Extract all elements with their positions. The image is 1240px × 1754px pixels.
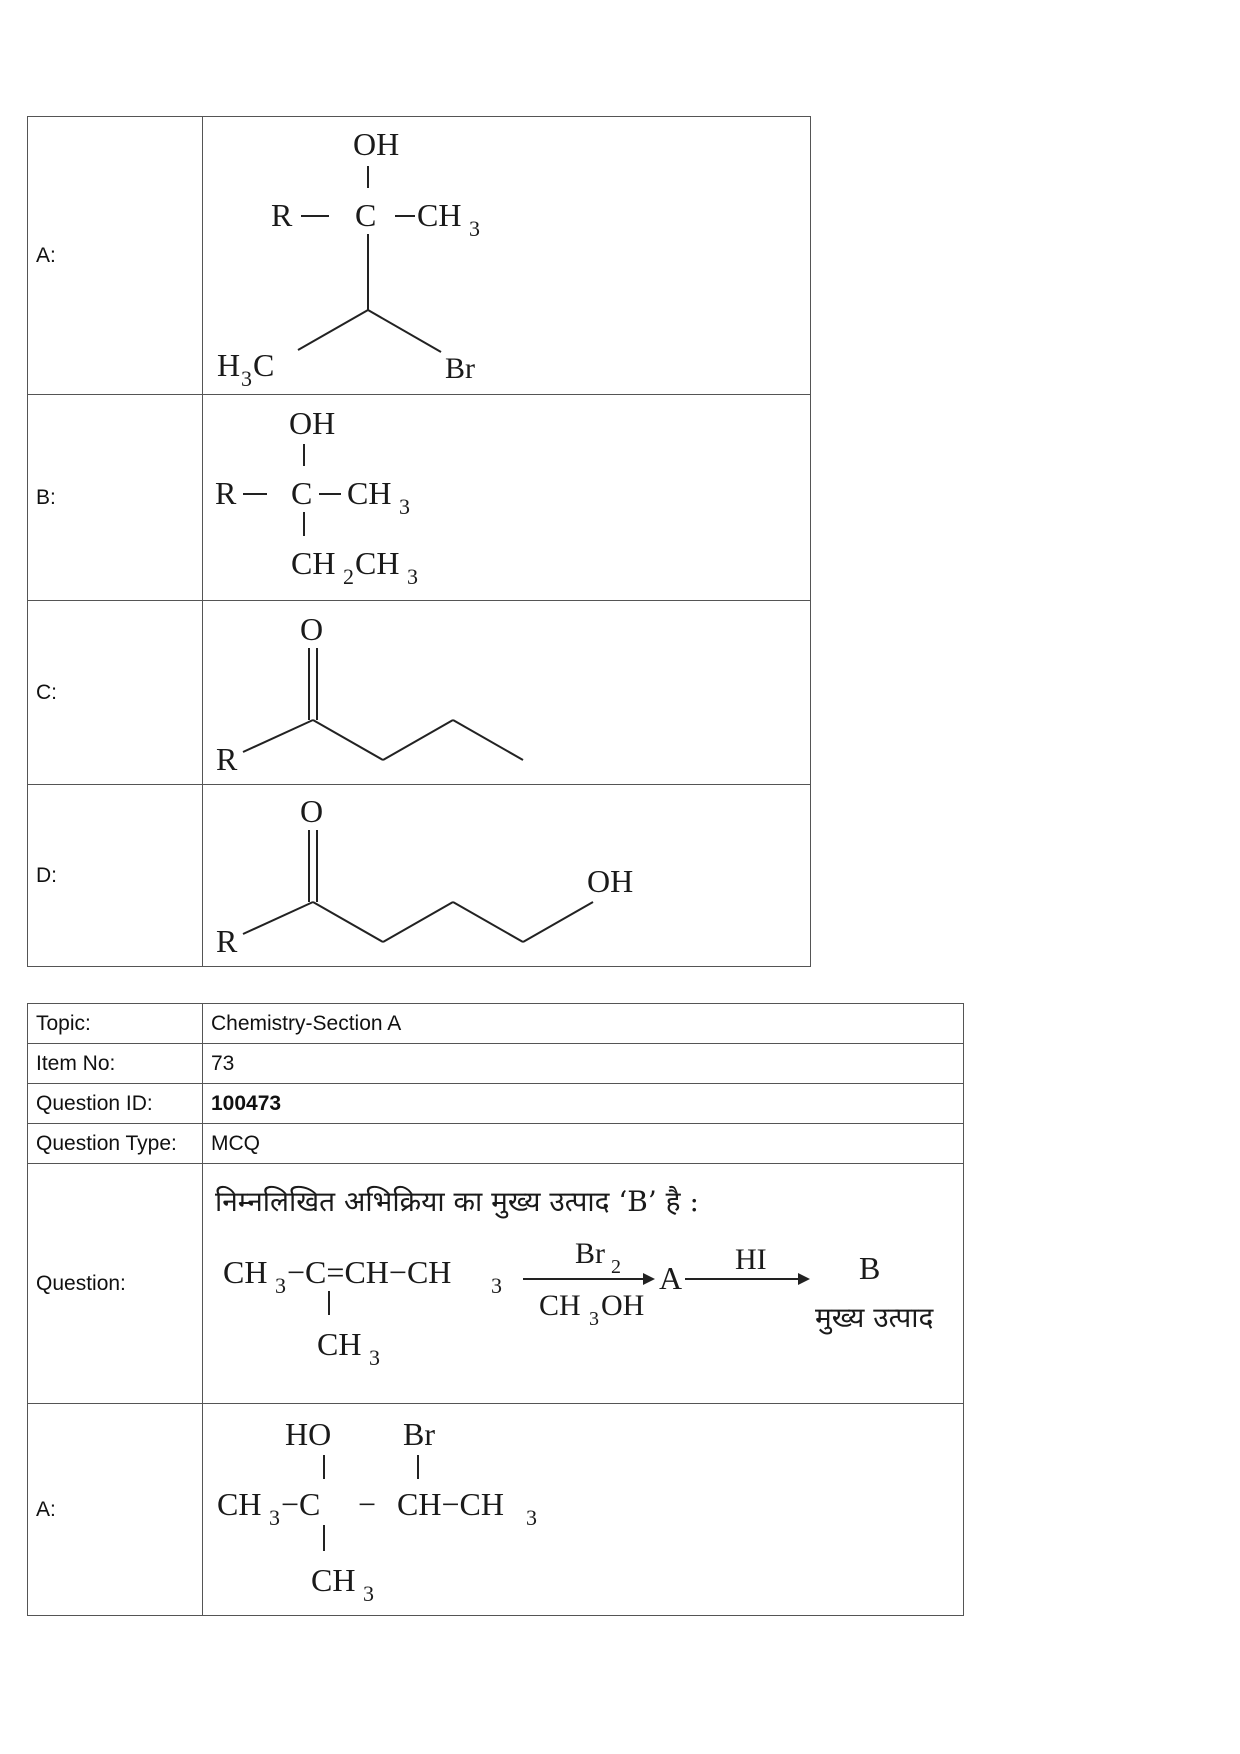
- ch2-sub: 2: [343, 563, 354, 589]
- ch3-a-sub: 3: [275, 1272, 286, 1298]
- question-body: [203, 1164, 964, 1404]
- question-type-label: Question Type:: [28, 1124, 203, 1164]
- previous-options-table: [27, 116, 811, 967]
- option-label: D:: [28, 785, 203, 967]
- option-structure: [203, 117, 811, 395]
- br2-sub: 2: [611, 1255, 621, 1278]
- o-label: O: [300, 610, 324, 647]
- ch3-a: CH: [223, 1253, 268, 1290]
- ch3-c: CH: [317, 1325, 362, 1362]
- ch3-c-sub: 3: [363, 1580, 374, 1606]
- h3c-sub: 3: [241, 365, 252, 391]
- ch-label: CH−CH: [397, 1485, 504, 1522]
- oh-label: OH: [587, 862, 634, 899]
- structure-a: [203, 118, 803, 394]
- c-label: C: [355, 196, 377, 233]
- question-reaction: [203, 1165, 963, 1403]
- question-table: [27, 1003, 964, 1616]
- product-a: A: [659, 1259, 683, 1296]
- option-structure: [203, 601, 811, 785]
- ch3oh-a: CH: [539, 1288, 581, 1322]
- structure-c: [203, 602, 803, 784]
- ch3-c-sub: 3: [369, 1344, 380, 1370]
- r-label: R: [216, 740, 238, 777]
- c-label: −C: [281, 1485, 321, 1522]
- ch3b-sub: 3: [407, 563, 418, 589]
- br2-label: Br: [575, 1236, 605, 1270]
- dash-label: −: [358, 1485, 377, 1522]
- ch3-a: CH: [217, 1485, 262, 1522]
- topic-value: Chemistry-Section A: [203, 1004, 964, 1044]
- chain-text: −C=CH−CH: [287, 1253, 452, 1290]
- ch3-label: CH: [347, 474, 392, 511]
- topic-label: Topic:: [28, 1004, 203, 1044]
- structure-b: [203, 396, 803, 600]
- ch3-b-sub: 3: [491, 1272, 502, 1298]
- ch3-sub: 3: [399, 493, 410, 519]
- hi-label: HI: [735, 1242, 767, 1276]
- br-label: Br: [445, 351, 475, 385]
- ch3-c: CH: [311, 1561, 356, 1598]
- question-text: निम्नलिखित अभिक्रिया का मुख्य उत्पाद ‘B’ है :: [215, 1184, 699, 1218]
- option-a-structure: [203, 1404, 964, 1616]
- question-id-value: 100473: [203, 1084, 964, 1124]
- product-b: B: [859, 1249, 881, 1286]
- ch3-label: CH: [417, 196, 462, 233]
- question-label: Question:: [28, 1164, 203, 1404]
- oh-label: OH: [353, 125, 400, 162]
- structure-d: [203, 786, 803, 966]
- question-type-value: MCQ: [203, 1124, 964, 1164]
- ch3oh-sub: 3: [589, 1307, 599, 1330]
- oh-label: OH: [289, 404, 336, 441]
- br-label: Br: [403, 1415, 435, 1452]
- ch-sub: 3: [526, 1504, 537, 1530]
- question-id-label: Question ID:: [28, 1084, 203, 1124]
- structure-option-a: [203, 1405, 803, 1615]
- c-label: C: [291, 474, 313, 511]
- major-product-label: मुख्य उत्पाद: [815, 1300, 934, 1334]
- ch3oh-b: OH: [601, 1288, 645, 1322]
- o-label: O: [300, 792, 324, 829]
- option-label: A:: [28, 117, 203, 395]
- option-a-label: A:: [28, 1404, 203, 1616]
- r-label: R: [216, 922, 238, 959]
- ch2-label: CH: [291, 544, 336, 581]
- option-structure: [203, 395, 811, 601]
- h3c-h: H: [217, 346, 241, 383]
- r-label: R: [271, 196, 293, 233]
- r-label: R: [215, 474, 237, 511]
- option-label: B:: [28, 395, 203, 601]
- option-label: C:: [28, 601, 203, 785]
- ch3-sub: 3: [469, 215, 480, 241]
- ho-label: HO: [285, 1415, 332, 1452]
- item-no-label: Item No:: [28, 1044, 203, 1084]
- ch3-a-sub: 3: [269, 1504, 280, 1530]
- h3c-c: C: [253, 346, 275, 383]
- ch3b-label: CH: [355, 544, 400, 581]
- item-no-value: 73: [203, 1044, 964, 1084]
- option-structure: [203, 785, 811, 967]
